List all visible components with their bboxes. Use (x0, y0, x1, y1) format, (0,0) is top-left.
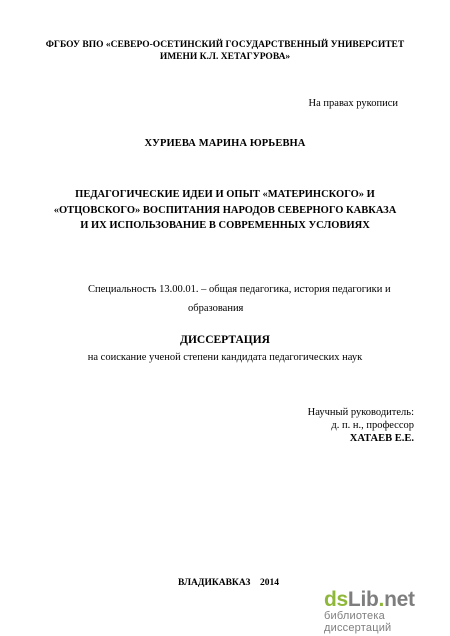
title-line-3: И ИХ ИСПОЛЬЗОВАНИЕ В СОВРЕМЕННЫХ УСЛОВИЯХ (80, 220, 370, 231)
city: ВЛАДИКАВКАЗ (178, 578, 251, 588)
advisor-label: Научный руководитель: (307, 407, 414, 418)
dslib-logo (324, 589, 444, 611)
year: 2014 (260, 578, 279, 588)
watermark-subtitle: библиотека диссертаций (324, 610, 392, 634)
dslib-watermark (324, 589, 444, 634)
organization-header (0, 39, 450, 63)
title-line-1: ПЕДАГОГИЧЕСКИЕ ИДЕИ И ОПЫТ «МАТЕРИНСКОГО» И (75, 189, 375, 200)
logo-ds: ds (324, 588, 348, 611)
organization-line-2: ИМЕНИ К.Л. ХЕТАГУРОВА» (159, 52, 291, 62)
rights-note: На правах рукописи (308, 98, 398, 109)
organization-line-1: ФГБОУ ВПО «СЕВЕРО-ОСЕТИНСКИЙ ГОСУДАРСТВЕННЫЙ УНИВЕРСИТЕТ (45, 40, 405, 50)
specialty-line-1: Специальность 13.00.01. – общая педагогика, история педагогики и (88, 284, 391, 295)
dissertation-title (0, 187, 450, 234)
author-name: ХУРИЕВА МАРИНА ЮРЬЕВНА (144, 138, 306, 149)
advisor-name: ХАТАЕВ Е.Е. (349, 433, 414, 444)
logo-lib: Lib (347, 588, 379, 611)
advisor-rank: д. п. н., профессор (331, 420, 414, 431)
specialty (88, 280, 408, 318)
logo-net: net (384, 588, 415, 611)
document-type: ДИССЕРТАЦИЯ (180, 334, 270, 346)
advisor-block (294, 406, 414, 445)
degree-description: на соискание ученой степени кандидата педагогических наук (87, 352, 363, 363)
title-line-2: «ОТЦОВСКОГО» ВОСПИТАНИЯ НАРОДОВ СЕВЕРНОГО КАВКАЗА (53, 204, 397, 216)
specialty-line-2: образования (188, 303, 244, 314)
logo-dot: . (378, 588, 385, 611)
